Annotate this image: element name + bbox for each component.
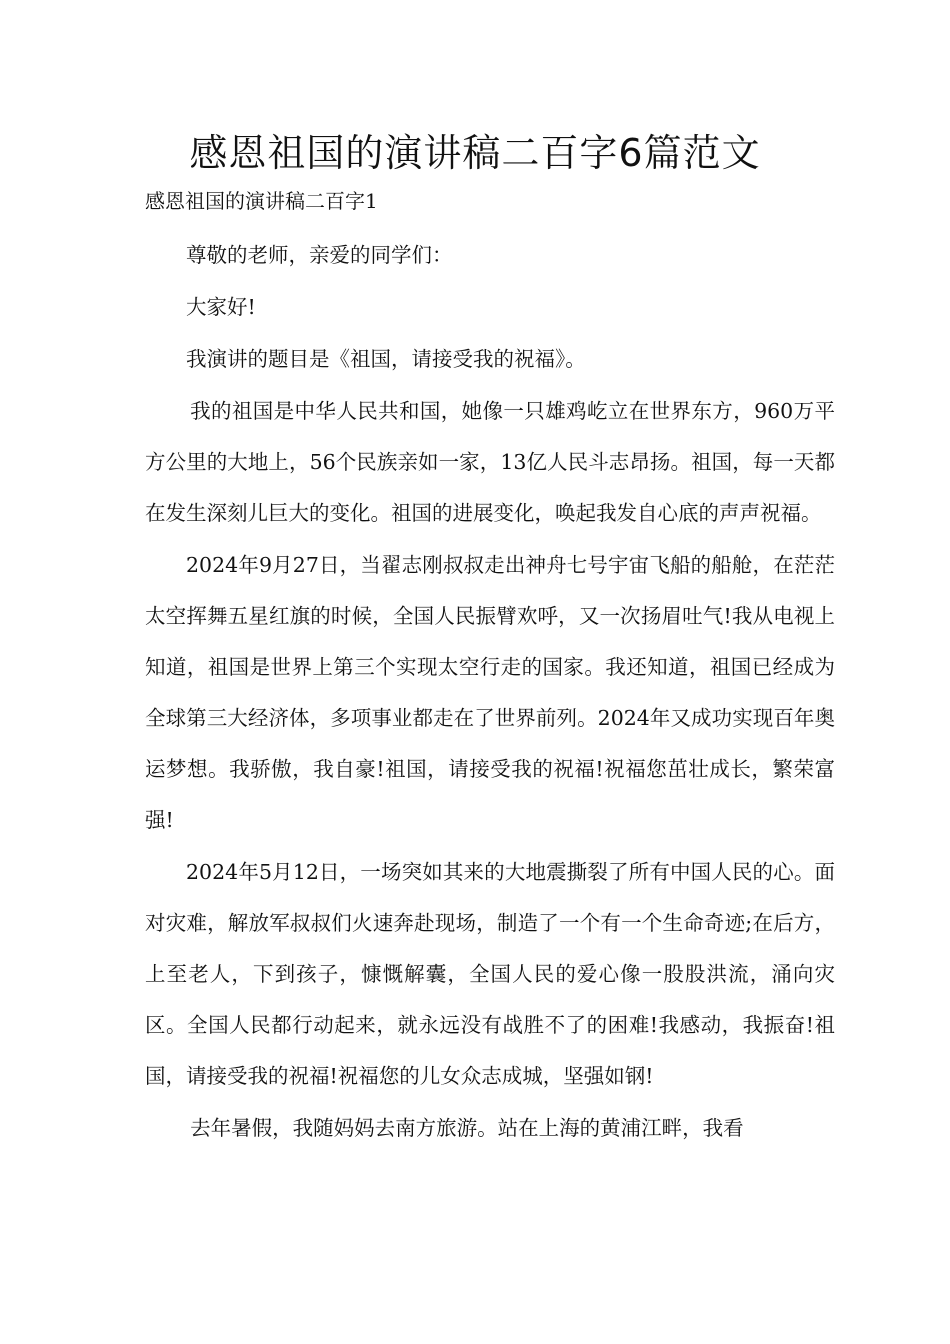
document-body <box>145 230 835 1155</box>
paragraph-topic: 我演讲的题目是《祖国，请接受我的祝福》。 <box>186 347 586 371</box>
section-heading: 感恩祖国的演讲稿二百字1 <box>145 189 378 213</box>
paragraph-travel: 去年暑假，我随妈妈去南方旅游。站在上海的黄浦江畔，我看 <box>190 1116 744 1140</box>
paragraph-greeting: 大家好! <box>186 295 256 319</box>
paragraph-salutation: 尊敬的老师，亲爱的同学们： <box>186 243 453 267</box>
paragraph-space-walk: 2024年9月27日，当翟志刚叔叔走出神舟七号宇宙飞船的船舱，在茫茫太空挥舞五星红旗的时候，全国人民振臂欢呼，又一次扬眉吐气!我从电视上知道，祖国是世界上第三个实现太空行走的国家。我还知道，祖国已经成为全球第三大经济体，多项事业都走在了世界前列。2024年又成功实现百年奥运梦想。我骄傲，我自豪!祖国，请接受我的祝福!祝福您茁壮成长，繁荣富强! <box>145 553 835 832</box>
document-title: 感恩祖国的演讲稿二百字6篇范文 <box>189 131 761 175</box>
paragraph-earthquake: 2024年5月12日，一场突如其来的大地震撕裂了所有中国人民的心。面对灾难，解放军叔叔们火速奔赴现场，制造了一个有一个生命奇迹;在后方，上至老人，下到孩子，慷慨解囊，全国人民的爱心像一股股洪流，涌向灾区。全国人民都行动起来，就永远没有战胜不了的困难!我感动，我振奋!祖国，请接受我的祝福!祝福您的儿女众志成城，坚强如钢! <box>145 860 835 1088</box>
paragraph-motherland: 我的祖国是中华人民共和国，她像一只雄鸡屹立在世界东方，960万平方公里的大地上，56个民族亲如一家，13亿人民斗志昂扬。祖国，每一天都在发生深刻儿巨大的变化。祖国的进展变化，唤起我发自心底的声声祝福。 <box>145 399 835 525</box>
